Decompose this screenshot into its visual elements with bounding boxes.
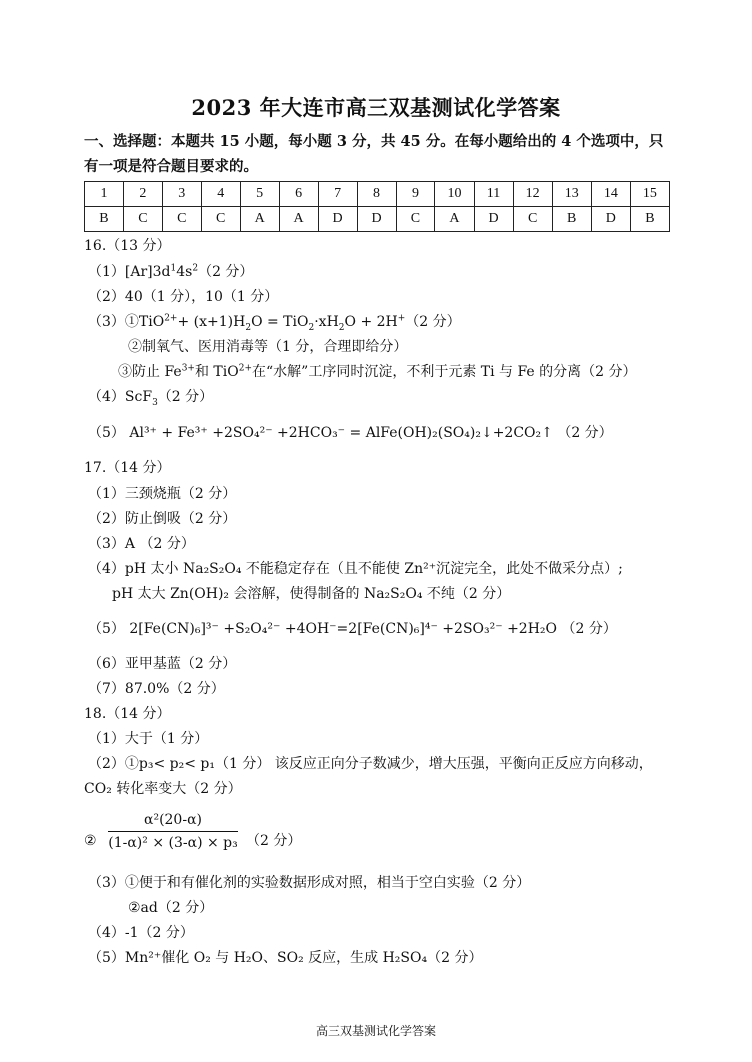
question-number-cell: 15: [630, 182, 669, 207]
q17-part4-line2: pH 太大 Zn(OH)₂ 会溶解，使得制备的 Na₂S₂O₄ 不纯（2 分）: [112, 586, 511, 602]
answer-cell: C: [201, 207, 240, 232]
q18-part2-line1: （2）①p₃< p₂< p₁（1 分） 该反应正向分子数减少，增大压强，平衡向正反应方向移动，: [88, 756, 653, 772]
answer-cell: C: [162, 207, 201, 232]
q17-part1: （1）三颈烧瓶（2 分）: [88, 486, 237, 502]
q18-part2-fraction: [108, 812, 238, 851]
q17-part3: （3）A （2 分）: [88, 536, 195, 552]
q16-part4: （4）ScF$_3$（2 分）: [88, 389, 214, 408]
q18-part2-expression-label: ②: [84, 833, 97, 849]
answer-cell: C: [396, 207, 435, 232]
q18-part3-line1: （3）①便于和有催化剂的实验数据形成对照，相当于空白实验（2 分）: [88, 875, 531, 891]
q16-part3-equation: （3）①TiO$^{2+}$+ $(x+1)H_2O = TiO_2\cdot xH_2O + 2H^+(2$ 分）: [88, 313, 461, 333]
q16-header: 16.（13 分）: [84, 238, 171, 254]
question-number-cell: 9: [396, 182, 435, 207]
q18-part2-expression-score: （2 分）: [246, 833, 302, 849]
answer-cell: D: [318, 207, 357, 232]
answer-cell: C: [513, 207, 552, 232]
answer-table-answer-row: [85, 207, 670, 232]
question-number-cell: 7: [318, 182, 357, 207]
question-number-cell: 1: [85, 182, 124, 207]
answer-cell: D: [474, 207, 513, 232]
fraction-denominator: (1-α)² × (3-α) × p₃: [108, 835, 238, 851]
q16-part2: （2）40（1 分），10（1 分）: [88, 289, 279, 305]
question-number-cell: 8: [357, 182, 396, 207]
answer-table: [84, 181, 670, 232]
answer-cell: C: [123, 207, 162, 232]
q17-part2: （2）防止倒吸（2 分）: [88, 511, 237, 527]
question-number-cell: 4: [201, 182, 240, 207]
section1-instructions-line1: 一、选择题：本题共 15 小题，每小题 3 分，共 45 分。在每小题给出的 4 个选项中，只: [84, 133, 664, 150]
q16-part1: $(1)[Ar]3d^14s^2(2$ 分）: [88, 263, 254, 280]
answer-cell: B: [552, 207, 591, 232]
q16-part3-reason: ③防止 $Fe^{3+}$和 TiO$^{2+}$在“水解”工序同时沉淀，不利于元素 Ti 与 Fe 的分离（2 分）: [118, 363, 637, 380]
answer-cell: D: [591, 207, 630, 232]
page-footer: 高三双基测试化学答案: [315, 1024, 436, 1038]
q18-part4: （4）-1（2 分）: [88, 925, 194, 941]
fraction-numerator: α²(20-α): [108, 812, 238, 832]
q18-part5: （5）Mn²⁺催化 O₂ 与 H₂O、SO₂ 反应，生成 H₂SO₄（2 分）: [88, 950, 483, 966]
answer-cell: B: [85, 207, 124, 232]
answer-cell: A: [279, 207, 318, 232]
answer-cell: B: [630, 207, 669, 232]
question-number-cell: 14: [591, 182, 630, 207]
section1-instructions-line2: 有一项是符合题目要求的。: [84, 158, 258, 175]
question-number-cell: 2: [123, 182, 162, 207]
question-number-cell: 11: [474, 182, 513, 207]
q18-part1: （1）大于（1 分）: [88, 731, 209, 747]
q17-part4-line1: （4）pH 太小 Na₂S₂O₄ 不能稳定存在（且不能使 Zn²⁺沉淀完全，此处不做采分点）;: [88, 561, 623, 577]
answer-cell: A: [435, 207, 474, 232]
q18-part3-line2: ②ad（2 分）: [128, 900, 214, 916]
answer-cell: D: [357, 207, 396, 232]
question-number-cell: 13: [552, 182, 591, 207]
answer-cell: A: [240, 207, 279, 232]
q18-part2-line2: CO₂ 转化率变大（2 分）: [84, 781, 242, 797]
question-number-cell: 3: [162, 182, 201, 207]
page-title: 2023 年大连市高三双基测试化学答案: [191, 95, 561, 120]
q16-part5-equation: （5） Al³⁺ + Fe³⁺ +2SO₄²⁻ +2HCO₃⁻ = AlFe(OH)₂(SO₄)₂↓+2CO₂↑ （2 分）: [88, 425, 613, 441]
q16-part3-use: ②制氧气、医用消毒等（1 分，合理即给分）: [128, 339, 408, 355]
question-number-cell: 10: [435, 182, 474, 207]
q18-header: 18.（14 分）: [84, 706, 171, 722]
answer-table-number-row: [85, 182, 670, 207]
q17-part7: （7）87.0%（2 分）: [88, 681, 225, 697]
question-number-cell: 12: [513, 182, 552, 207]
q17-part6: （6）亚甲基蓝（2 分）: [88, 656, 237, 672]
question-number-cell: 6: [279, 182, 318, 207]
q17-header: 17.（14 分）: [84, 460, 171, 476]
question-number-cell: 5: [240, 182, 279, 207]
q17-part5-equation: （5） 2[Fe(CN)₆]³⁻ +S₂O₄²⁻ +4OH⁻=2[Fe(CN)₆]⁴⁻ +2SO₃²⁻ +2H₂O （2 分）: [88, 621, 617, 637]
